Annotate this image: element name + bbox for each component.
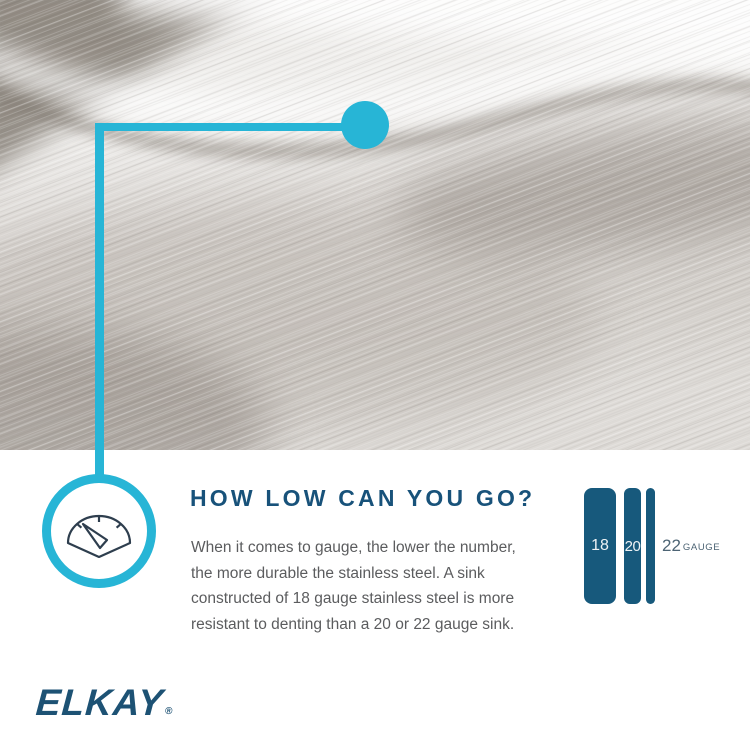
- gauge-bar-20: [624, 488, 641, 604]
- callout-dot-icon: [341, 101, 389, 149]
- gauge-bar-label: 18: [591, 537, 609, 554]
- registered-trademark-icon: ®: [164, 706, 173, 717]
- gauge-comparison-chart: [584, 488, 744, 604]
- body-line: the more durable the stainless steel. A sink: [191, 564, 485, 582]
- callout-line-vertical: [95, 123, 104, 479]
- elkay-logo-text: ELKAY: [34, 682, 166, 723]
- gauge-bar-label: 20: [624, 537, 641, 555]
- callout-line-horizontal: [99, 123, 366, 131]
- gauge-unit-text: GAUGE: [682, 542, 721, 553]
- body-line: constructed of 18 gauge stainless steel is more: [191, 590, 515, 608]
- gauge-bar-22: [646, 488, 655, 604]
- gauge-bar-18: [584, 488, 616, 604]
- headline: HOW LOW CAN YOU GO?: [190, 485, 536, 511]
- body-copy: [191, 535, 516, 637]
- gauge-badge-circle: [42, 474, 156, 588]
- gauge-unit-label: [662, 488, 720, 604]
- body-line: resistant to denting than a 20 or 22 gauge sink.: [191, 615, 515, 633]
- gauge-bar-label: 22: [662, 536, 681, 555]
- body-line: When it comes to gauge, the lower the number,: [191, 539, 516, 556]
- speedometer-gauge-icon: [65, 504, 133, 558]
- elkay-logo: [35, 682, 173, 724]
